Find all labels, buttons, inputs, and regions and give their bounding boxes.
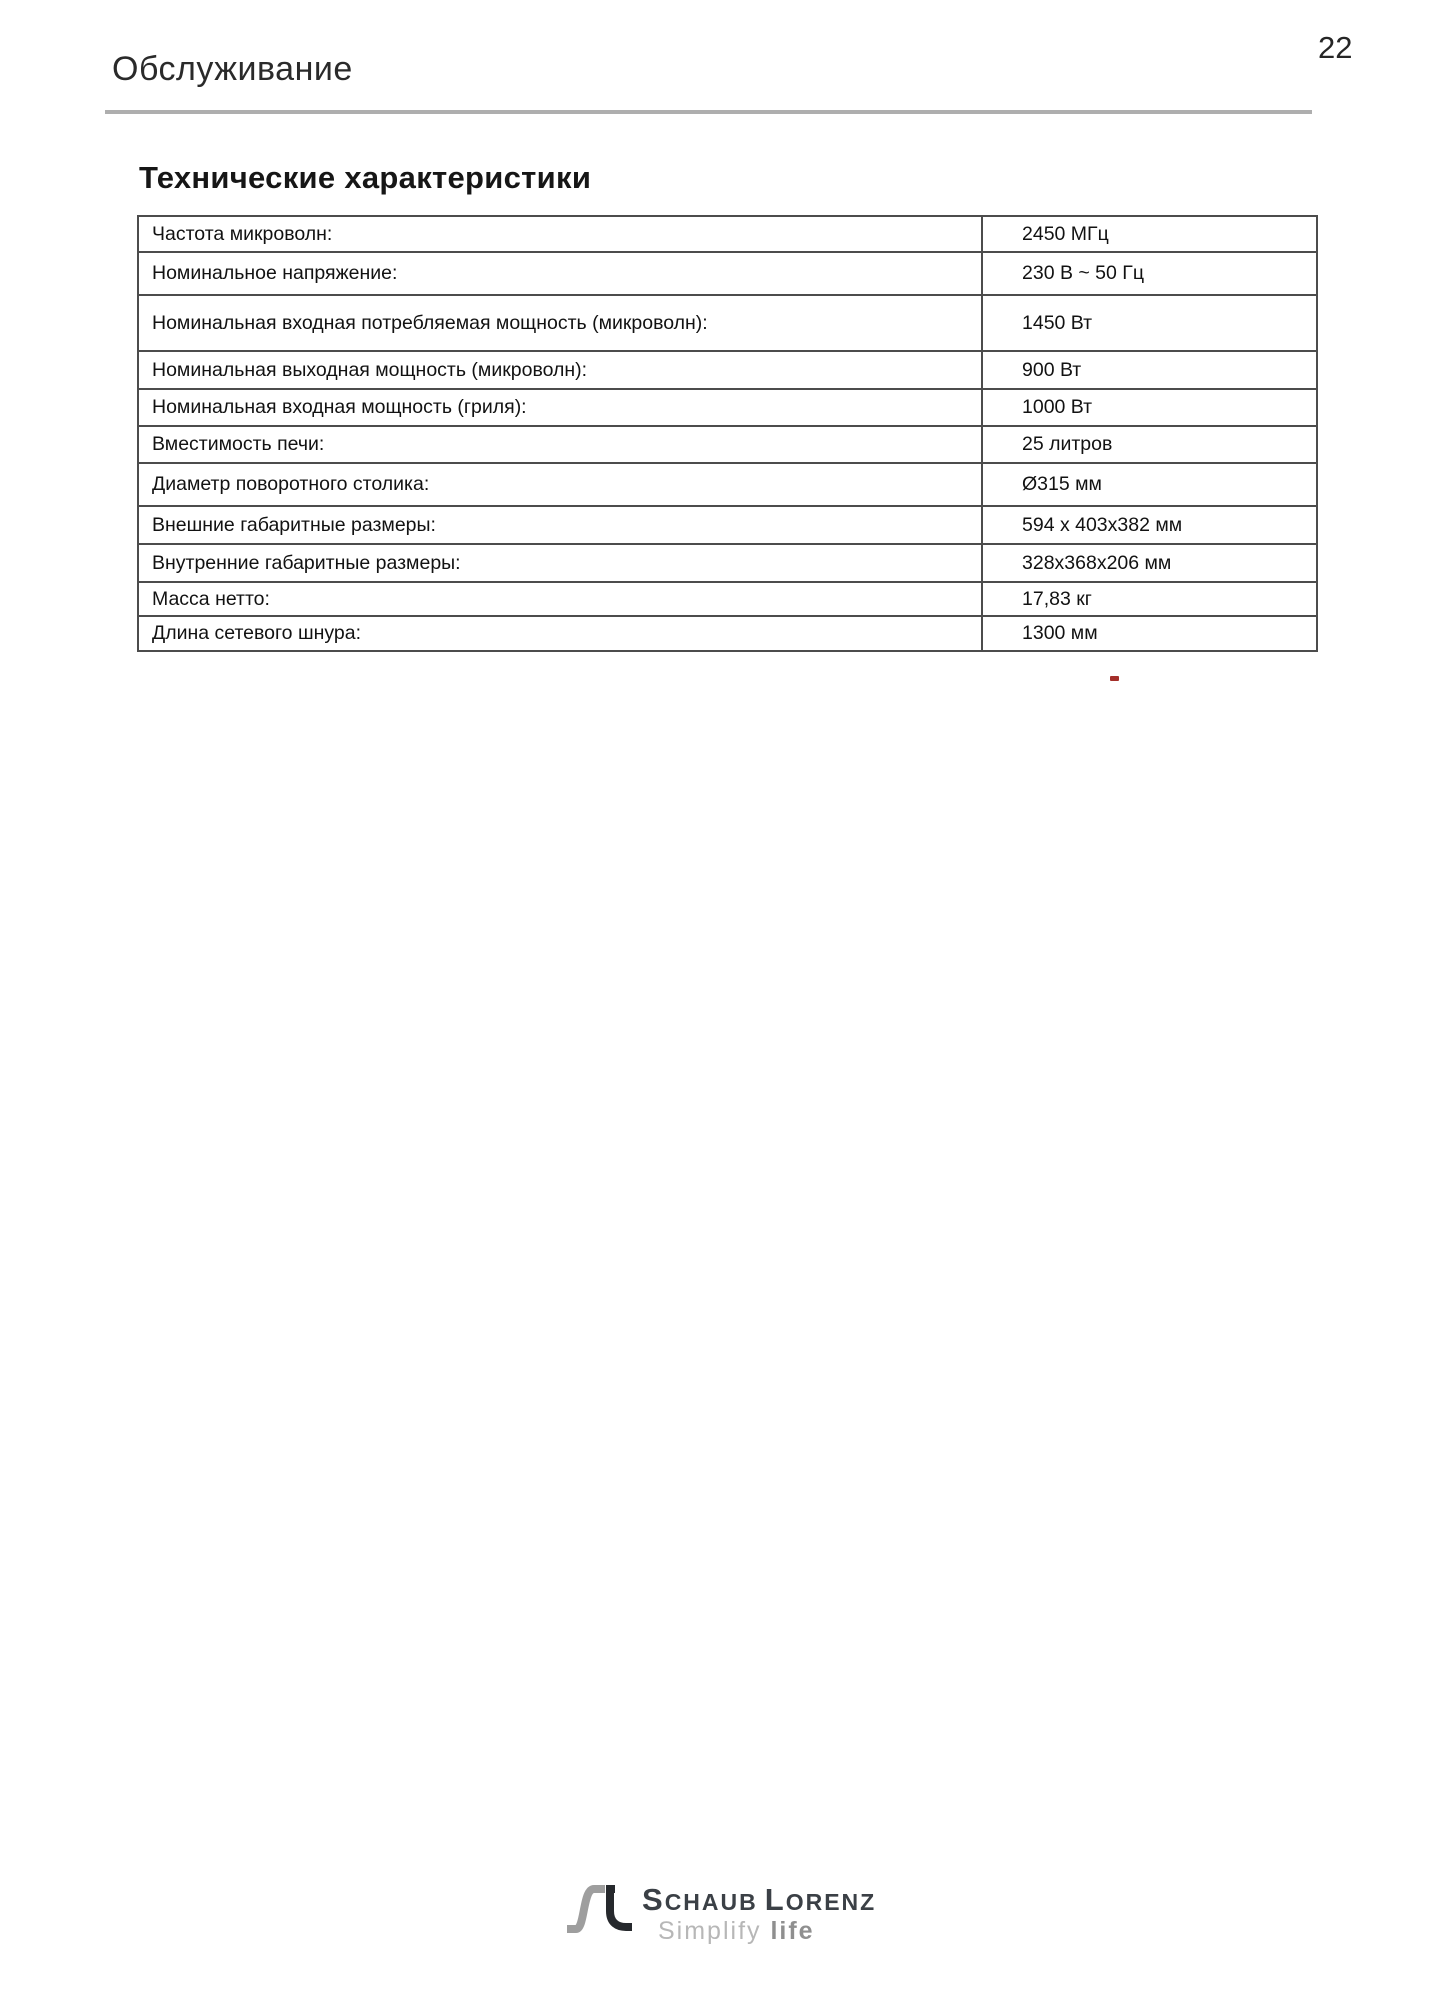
spec-value: 17,83 кг (982, 582, 1317, 616)
table-row (138, 463, 1317, 506)
spec-value: Ø315 мм (982, 463, 1317, 506)
tagline-light: Simplify (658, 1917, 771, 1945)
spec-value: 1000 Вт (982, 389, 1317, 426)
table-row (138, 295, 1317, 351)
table-row (138, 252, 1317, 295)
spec-label: Диаметр поворотного столика: (138, 463, 982, 506)
brand-letters: CHAUB (664, 1889, 758, 1915)
spec-label: Внешние габаритные размеры: (138, 506, 982, 544)
spec-label: Номинальная входная мощность (гриля): (138, 389, 982, 426)
brand-letter: S (642, 1882, 665, 1917)
spec-label: Номинальная входная потребляемая мощность (микроволн): (138, 295, 982, 351)
table-row (138, 426, 1317, 463)
tagline-bold: life (770, 1917, 815, 1945)
header-divider (105, 110, 1312, 114)
table-row (138, 506, 1317, 544)
section-title: Технические характеристики (139, 160, 592, 195)
schaub-lorenz-logo-icon (563, 1881, 643, 1937)
table-row (138, 351, 1317, 389)
spec-label: Длина сетевого шнура: (138, 616, 982, 651)
table-row (138, 544, 1317, 582)
stray-red-mark (1110, 676, 1119, 681)
spec-label: Масса нетто: (138, 582, 982, 616)
spec-table (137, 215, 1318, 652)
spec-label: Номинальная выходная мощность (микроволн): (138, 351, 982, 389)
spec-value: 594 x 403x382 мм (982, 506, 1317, 544)
spec-value: 1300 мм (982, 616, 1317, 651)
spec-label: Внутренние габаритные размеры: (138, 544, 982, 582)
brand-letter: L (764, 1882, 786, 1917)
brand-letters: ORENZ (785, 1889, 877, 1915)
table-row (138, 389, 1317, 426)
spec-value: 900 Вт (982, 351, 1317, 389)
brand-wordmark (642, 1884, 876, 1915)
brand-tagline (658, 1919, 815, 1944)
table-row (138, 216, 1317, 252)
page-header-title: Обслуживание (112, 50, 353, 88)
spec-label: Вместимость печи: (138, 426, 982, 463)
table-row (138, 616, 1317, 651)
table-row (138, 582, 1317, 616)
page-number: 22 (1318, 30, 1353, 65)
spec-value: 1450 Вт (982, 295, 1317, 351)
spec-label: Номинальное напряжение: (138, 252, 982, 295)
spec-value: 230 В ~ 50 Гц (982, 252, 1317, 295)
spec-value: 328x368x206 мм (982, 544, 1317, 582)
spec-value: 25 литров (982, 426, 1317, 463)
spec-label: Частота микроволн: (138, 216, 982, 252)
spec-value: 2450 МГц (982, 216, 1317, 252)
